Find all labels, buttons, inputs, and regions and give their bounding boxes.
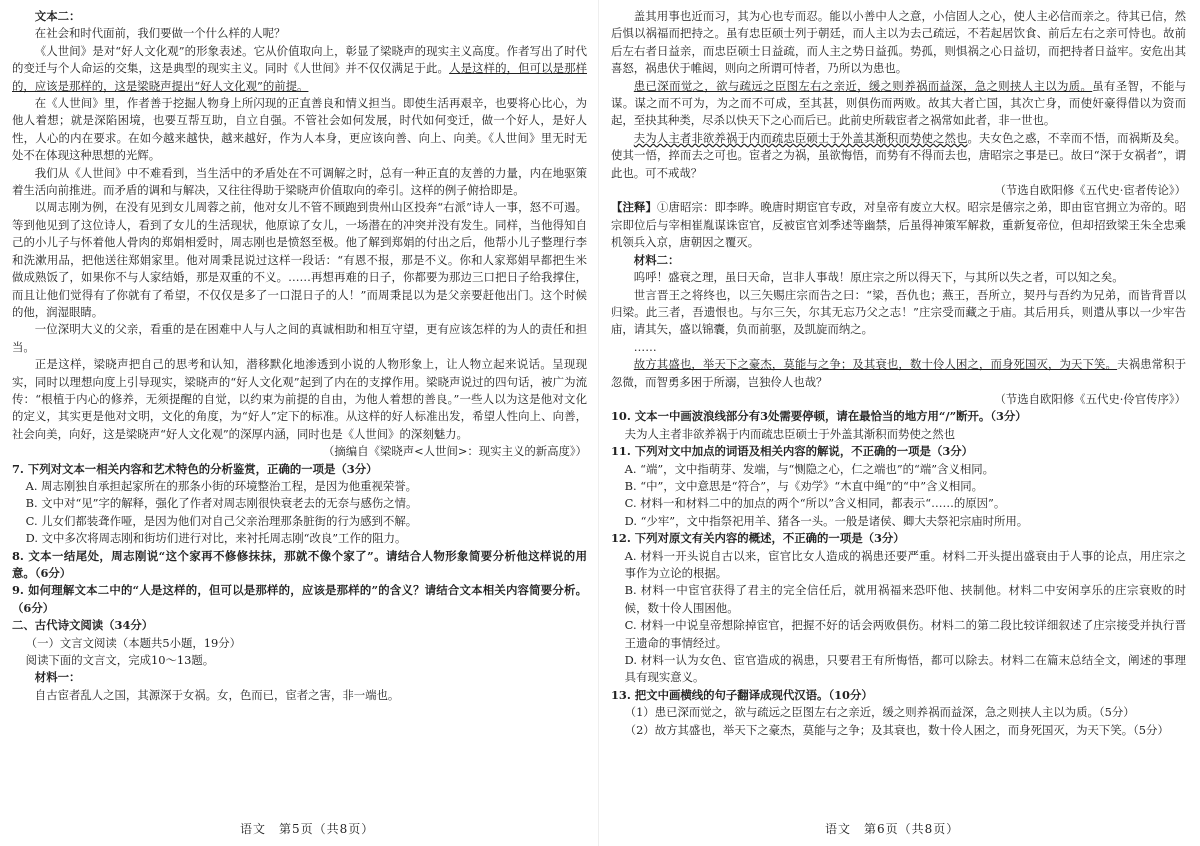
question-13: 13. 把文中画横线的句子翻译成现代汉语。（10分） — [611, 687, 873, 702]
paragraph: 一位深明大义的父亲，看重的是在困难中人与人之间的真诚相助和相互守望，更有应该怎样的为人的责任和担当。 — [12, 322, 587, 354]
option-11a: A. “端”，文中指萌芽、发端，与“恻隐之心，仁之端也”的“端”含义相同。 — [624, 461, 995, 476]
question-13-part-1: （1）患已深而觉之，欲与疏远之臣图左右之亲近，缓之则养祸而益深，急之则挟人主以为质。（5分） — [624, 705, 1135, 720]
question-12: 12. 下列对原文有关内容的概述，不正确的一项是（3分） — [611, 531, 905, 546]
option-7a: A. 周志刚独自承担起家所在的那条小街的环境整治工程，是因为他重视荣誉。 — [25, 478, 418, 493]
text-two-heading: 文本二： — [34, 9, 81, 23]
paragraph: 在社会和时代面前，我们要做一个什么样的人呢？ — [34, 26, 286, 41]
classical-paragraph — [611, 130, 1186, 182]
paragraph: 以周志刚为例，在没有见到女儿周蓉之前，他对女儿不管不顾跑到贵州山区投奔“右派”诗人一事，怒不可遏。等到他见到了这位诗人，看到了女儿的生活现状，他原谅了女儿，一场潜在的冲突并没有发生。同样，当他得知自己的小儿子与怀着他人骨肉的郑娟相爱时，周志刚也是愤怒至极。他了解到郑娟的付出之后，他帮小儿子整理行李和洗漱用品，把他送往郑娟家里。他对周秉昆说过这样一段话：“有恩不报，那是不义。你和人家郑娟早都把生米做成熟饭了，如果你不与人家结婚，那是双重的不义。……再想再难的日子，你都要为那边三口把日子给我撑住，而且让他们觉得有了你就有了希望，不仅仅是多了一口混日子的人！”而周秉昆以为是父亲要赶他出门。这个时候的他，润湿眼睛。 — [12, 200, 587, 319]
underlined-sentence: 人是这样的，但可以是那样的，应该是那样的，这是梁晓声提出“好人文化观”的前提。 — [12, 61, 587, 93]
classical-paragraph — [611, 356, 1186, 391]
annotation-text: ①唐昭宗：即李晔。晚唐时期宦官专政，对皇帝有废立大权。昭宗是僖宗之弟，即由宦官拥立为帝的。昭宗即位后与宰相崔胤谋诛宦官，反被宦官刘季述等幽禁，后虽得神策军解救，重新复帝位，但却招致梁王朱全忠乘机领兵入京，唐朝因之覆灭。 — [611, 200, 1186, 250]
underlined-sentence-2: 故方其盛也，举天下之豪杰，莫能与之争；及其衰也，数十伶人困之，而身死国灭，为天下笑。 — [633, 357, 1118, 372]
option-7b: B. 文中对“见”字的解释，强化了作者对周志刚很快衰老去的无奈与感伤之情。 — [25, 496, 418, 511]
option-12c: C. 材料一中说皇帝想除掉宦官，把握不好的话会两败俱伤。材料二的第二段比较详细叙述了庄宗接受并执行晋王遗命的事情经过。 — [624, 618, 1186, 650]
subsection-title: （一）文言文阅读（本题共5小题，19分） — [25, 635, 242, 650]
paragraph-text: 虽有圣智，不能与谋。谋之而不可为，为之而不可成，至其甚，则俱伤而两败。故其大者亡国，其次亡身，而使奸豪得借以为资而起，至抉其种类，尽杀以快天下之心而后已。此前史所载宦者之祸常如此者，非一世也。 — [611, 78, 1186, 128]
option-11b: B. “中”，文中意思是“符合”，与《劝学》“木直中绳”的“中”含义相同。 — [624, 478, 984, 493]
material-two-label: 材料二： — [633, 252, 680, 267]
classical-text-line: 自古宦者乱人之国，其源深于女祸。女，色而已，宦者之害，非一端也。 — [34, 687, 400, 702]
question-13-part-2: （2）故方其盛也，举天下之豪杰，莫能与之争；及其衰也，数十伶人困之，而身死国灭，为天下笑。（5分） — [624, 722, 1169, 737]
instruction: 阅读下面的文言文，完成10～13题。 — [25, 653, 215, 668]
section-two-title: 二、古代诗文阅读（34分） — [12, 618, 154, 633]
paragraph: 正是这样，梁晓声把自己的思考和认知，潜移默化地渗透到小说的人物形象上，让人物立起来说话。呈现现实，同时以理想向度上引导现实，梁晓声的“好人文化观”起到了内在的支撑作用。梁晓声说过的四句话，被广为流传：“根植于内心的修养，无须提醒的自觉，以约束为前提的自由，为他人着想的善良。”一些人以为这是他对文化的定义，其实更是他对文明，文化的角度，为“好人”定下的标准。从这样的好人标准出发，希望人性向上、向善，社会向美，向好，这是梁晓声“好人文化观”的深厚内涵，同时也是《人世间》的深刻魅力。 — [12, 357, 587, 441]
option-12b: B. 材料一中宦官获得了君主的完全信任后，就用祸福来恐吓他、挟制他。材料二中安闲享乐的庄宗衰败的时候，数十伶人围困他。 — [624, 583, 1186, 615]
question-11: 11. 下列对文中加点的词语及相关内容的解说，不正确的一项是（3分） — [611, 444, 974, 459]
annotation — [611, 199, 1186, 251]
question-8: 8. 文本一结尾处，周志刚说“这个家再不修修抹抹，那就不像个家了”。请结合人物形象简要分析他这样说的用意。（6分） — [12, 548, 587, 580]
paragraph-text: 。夫女色之惑，不幸而不悟，而祸斯及矣。使其一悟，捽而去之可也。宦者之为祸，虽欲悔悟，而势有不得而去也，唐昭宗之事是已。故曰“深于女祸者”，谓此也。可不戒哉？ — [611, 130, 1186, 180]
paragraph — [12, 43, 587, 95]
classical-paragraph: 呜呼！盛衰之理，虽曰天命，岂非人事哉！原庄宗之所以得天下，与其所以失之者，可以知之矣。 — [633, 270, 1124, 285]
paragraph-text: 夫祸患常积于忽微，而智勇多困于所溺，岂独伶人也哉？ — [611, 357, 1186, 389]
paragraph: 在《人世间》里，作者善于挖掘人物身上所闪现的正直善良和情义担当。即使生活再艰辛，也要将心比心，为他人着想；就是深陷困境，也要互帮互助，自立自强。不管社会如何发展，时代如何变迁，做一个好人，是好人性，人心的内在要求。在如今越来越快，越来越好，作为人本身，更应该向善、向上、向美。《人世间》里无时无处不在体现这种思想的光辉。 — [12, 96, 587, 163]
ellipsis: …… — [633, 339, 657, 354]
classical-paragraph — [611, 78, 1186, 130]
paragraph-text: 《人世间》是对“好人文化观”的形象表述。它从价值取向上，彰显了梁晓声的现实主义高度。作者写出了时代的变迁与个人命运的交集，这是典型的现实主义。同时《人世间》并不仅仅满足于此。 — [12, 43, 587, 76]
annotation-label: 【注释】 — [611, 200, 658, 215]
source-citation: （节选自欧阳修《五代史·宦者传论》） — [994, 183, 1186, 198]
option-7c: C. 儿女们都装聋作哑，是因为他们对自己父亲治理那条脏街的行为感到不解。 — [25, 513, 418, 528]
page-6-column — [611, 8, 1186, 814]
source-citation: （节选自欧阳修《五代史·伶官传序》） — [994, 391, 1186, 406]
classical-paragraph: 盖其用事也近而习，其为心也专而忍。能以小善中人之意，小信固人之心，使人主必信而亲之。待其已信，然后惧以祸福而把持之。虽有忠臣硕士列于朝廷，而人主以为去己疏远，不若起居饮食、前后左右之亲可恃也。故前后左右者日益亲，而忠臣硕士日益疏，而人主之势日益孤。势孤，则惧祸之心日益切，而把持者日益牢。安危出其喜怒，祸患伏于帷闼，则向之所谓可恃者，乃所以为患也。 — [611, 9, 1186, 76]
page-footer-5: 语文 第5页（共8页） — [240, 822, 375, 836]
source-citation: （摘编自《梁晓声<人世间>：现实主义的新高度》） — [323, 444, 587, 459]
page-footer-6: 语文 第6页（共8页） — [825, 822, 960, 836]
paragraph: 我们从《人世间》中不难看到，当生活中的矛盾处在不可调解之时，总有一种正直的友善的力量，内在地驱策着生活向前推进。而矛盾的调和与解决，又往往得助于梁晓声价值取向的牵引。这样的例子俯拾即是。 — [12, 165, 587, 198]
question-7: 7. 下列对文本一相关内容和艺术特色的分析鉴赏，正确的一项是（3分） — [12, 461, 378, 476]
option-12a: A. 材料一开头说自古以来，宦官比女人造成的祸患还要严重。材料二开头提出盛衰由于人事的论点，用庄宗之事作为立论的根据。 — [624, 548, 1186, 580]
option-7d: D. 文中多次将周志刚和街坊们进行对比，来衬托周志刚“改良”工作的阻力。 — [25, 531, 407, 546]
classical-paragraph: 世言晋王之将终也，以三矢赐庄宗而告之曰：“梁，吾仇也；燕王，吾所立，契丹与吾约为兄弟，而皆背晋以归梁。此三者，吾遗恨也。与尔三矢，尔其无忘乃父之志！”庄宗受而藏之于庙。其后用兵，则遣从事以一少牢告庙，请其矢，盛以锦囊，负而前驱，及凯旋而纳之。 — [611, 287, 1186, 337]
question-10: 10. 文本一中画波浪线部分有3处需要停顿，请在最恰当的地方用“/”断开。（3分） — [611, 409, 1027, 424]
page-divider — [598, 0, 599, 846]
question-9: 9. 如何理解文本二中的“人是这样的，但可以是那样的，应该是那样的”的含义？请结合文本相关内容简要分析。（6分） — [12, 583, 587, 615]
question-10-sentence: 夫为人主者非欲养祸于内而疏忠臣硕士于外盖其渐积而势使之然也 — [624, 426, 956, 441]
option-12d: D. 材料一认为女色、宦官造成的祸患，只要君王有所悔悟，都可以除去。材料二在篇末总结全文，阐述的事理具有现实意义。 — [624, 653, 1186, 685]
underlined-sentence-1: 患已深而觉之，欲与疏远之臣图左右之亲近，缓之则养祸而益深，急之则挟人主以为质。 — [633, 78, 1093, 93]
material-one-label: 材料一： — [34, 670, 81, 685]
wavy-line-sentence: 夫为人主者非欲养祸于内而疏忠臣硕士于外盖其渐积而势使之然也 — [633, 130, 968, 145]
option-11c: C. 材料一和材料二中的加点的两个“所以”含义相同，都表示“……的原因”。 — [624, 496, 1006, 511]
page-5-column — [12, 8, 587, 814]
option-11d: D. “少牢”，文中指祭祀用羊、猪各一头。一般是诸侯、卿大夫祭祀宗庙时所用。 — [624, 513, 1029, 528]
